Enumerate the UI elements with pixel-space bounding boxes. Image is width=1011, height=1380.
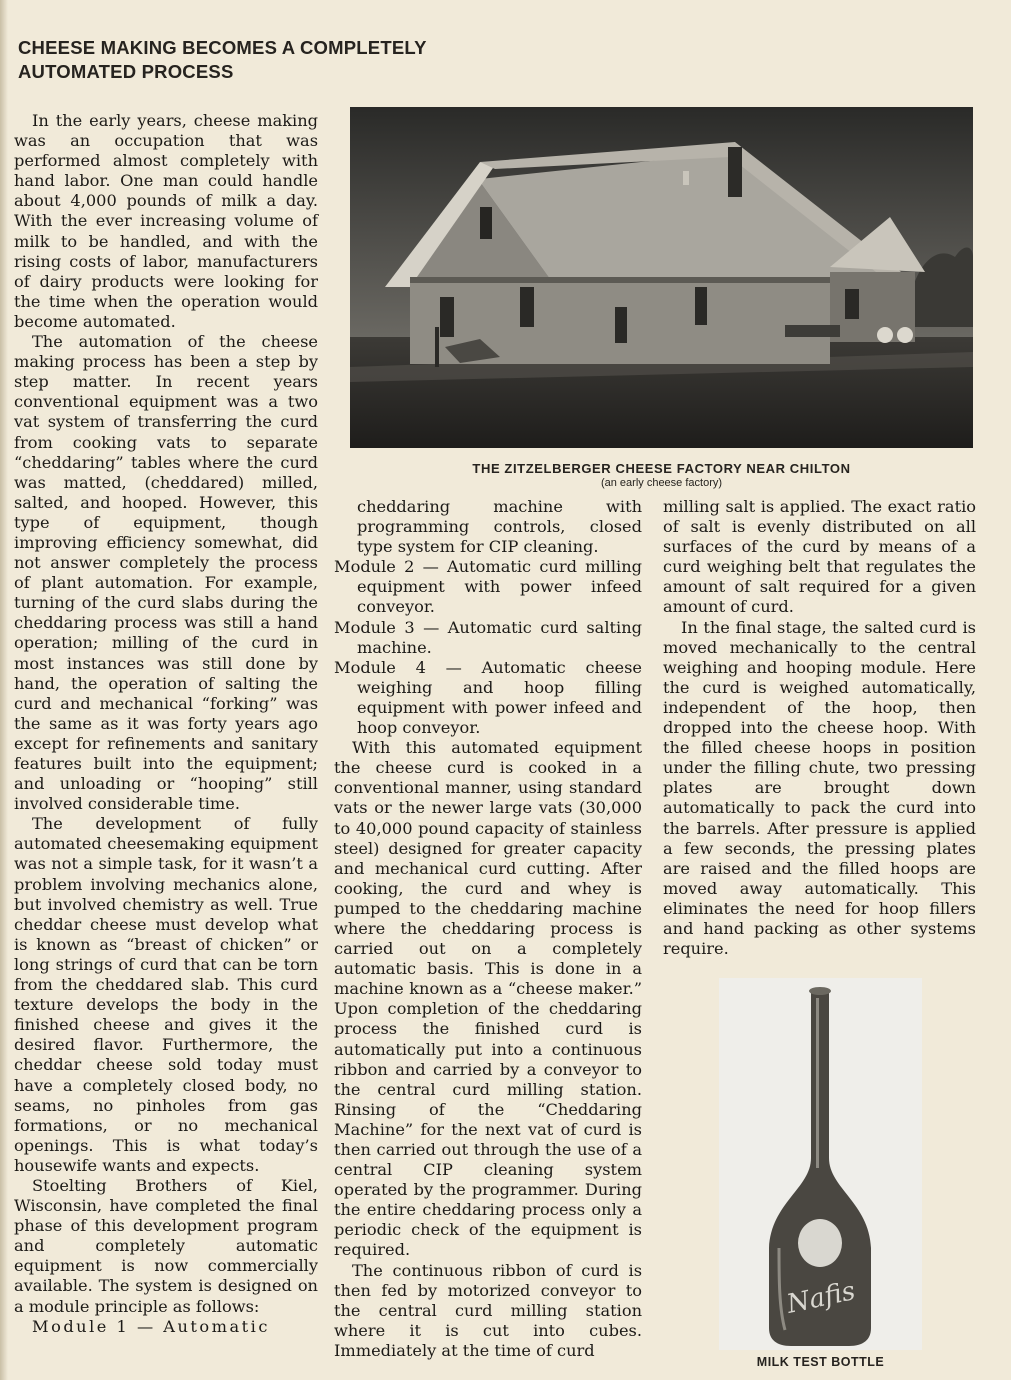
paragraph: The continuous ribbon of curd is then fed by motorized conveyor to the central curd milling station where it is cut into cubes. Immediately at the time of curd	[334, 1260, 642, 1360]
headline-line-2: AUTOMATED PROCESS	[18, 61, 234, 82]
milk-test-bottle-photo	[719, 978, 922, 1350]
caption-title: THE ZITZELBERGER CHEESE FACTORY NEAR CHILTON	[472, 461, 851, 476]
module-2: Module 2 — Automatic curd milling equipment with power infeed conveyor.	[334, 557, 642, 617]
factory-photo	[350, 107, 973, 448]
page-binding-shadow	[0, 0, 8, 1380]
bottle-label: Nafis	[784, 1276, 858, 1320]
module-1-continued: cheddaring machine with programming controls, closed type system for CIP cleaning.	[357, 497, 642, 557]
module-3: Module 3 — Automatic curd salting machine.	[334, 617, 642, 657]
module-4: Module 4 — Automatic cheese weighing and hoop filling equipment with power infeed and hoop conveyor.	[334, 657, 642, 738]
paragraph: milling salt is applied. The exact ratio of salt is evenly distributed on all surfaces of the curd by means of a curd weighing belt that regulates the amount of salt required for a given amount of curd.	[663, 497, 976, 617]
text-column-2	[334, 497, 642, 1361]
caption-subtitle: (an early cheese factory)	[600, 477, 723, 489]
paragraph: With this automated equipment the cheese curd is cooked in a conventional manner, using standard vats or the newer large vats (30,000 to 40,000 pound capacity of stainless steel) designed for greater capacity and mechanical curd cutting. After cooking, the curd and whey is pumped to the cheddaring machine where the cheddaring process is carried out on a completely automatic basis. This is done in a machine known as a “cheese maker.” Upon completion of the cheddaring process the finished curd is automatically put into a continuous ribbon and carried by a conveyor to the central curd milling station. Rinsing of the “Cheddaring Machine” for the next vat of curd is then carried out through the use of a central CIP cleaning system operated by the programmer. During the entire cheddaring process only a periodic check of the equipment is required.	[334, 738, 642, 1260]
paragraph: In the final stage, the salted curd is moved mechanically to the central weighing and hooping module. Here the curd is weighed automatically, independent of the hoop, then dropped into the cheese hoop. With the filled cheese hoops in position under the filling chute, two pressing plates are brought down automatically to pack the curd into the barrels. After pressure is applied a few seconds, the pressing plates are raised and the filled hoops are moved away automatically. This eliminates the need for hoop fillers and hand packing as other systems require.	[663, 617, 976, 959]
text-column-3	[663, 497, 976, 959]
paragraph: In the early years, cheese making was an occupation that was performed almost completely with hand labor. One man could handle about 4,000 pounds of milk a day. With the ever increasing volume of milk to be handled, and with the rising costs of labor, manufacturers of dairy products were looking for the time when the operation would become automated.	[14, 111, 318, 331]
paragraph: The development of fully automated cheesemaking equipment was not a simple task, for it wasn’t a problem involving mechanics alone, but involved chemistry as well. True cheddar cheese must develop what is known as “breast of chicken” or long strings of curd that can be torn from the cheddared slab. This curd texture develops the body in the finished cheese and gives it the desired flavor. Furthermore, the cheddar cheese sold today must have a completely closed body, no seams, no pinholes from gas formations, or no mechanical openings. This is what today’s housewife wants and expects.	[14, 814, 318, 1175]
headline-line-1: CHEESE MAKING BECOMES A COMPLETELY	[18, 37, 427, 58]
paragraph: The automation of the cheese making process has been a step by step matter. In recent years conventional equipment was a two vat system of transferring the curd from cooking vats to separate “cheddaring” tables where the curd was matted, (cheddared) milled, salted, and hooped. However, this type of equipment, though improving efficiency somewhat, did not answer completely the process of plant automation. For example, turning of the curd slabs during the cheddaring process was still a hand operation; milling of the curd in most instances was still done by hand, the operation of salting the curd and mechanical “forking” was the same as it was forty years ago except for refinements and sanitary features built into the equipment; and unloading or “hooping” still involved considerable time.	[14, 332, 318, 814]
text-column-1	[14, 111, 318, 1337]
paragraph: Stoelting Brothers of Kiel, Wisconsin, have completed the final phase of this development program and completely automatic equipment is now commercially available. The system is designed on a module principle as follows:	[14, 1175, 318, 1316]
factory-photo-caption	[350, 461, 973, 490]
article-headline	[18, 36, 427, 84]
bottle-photo-caption: MILK TEST BOTTLE	[756, 1355, 885, 1369]
module-1-start: Module 1 — Automatic	[32, 1316, 270, 1336]
